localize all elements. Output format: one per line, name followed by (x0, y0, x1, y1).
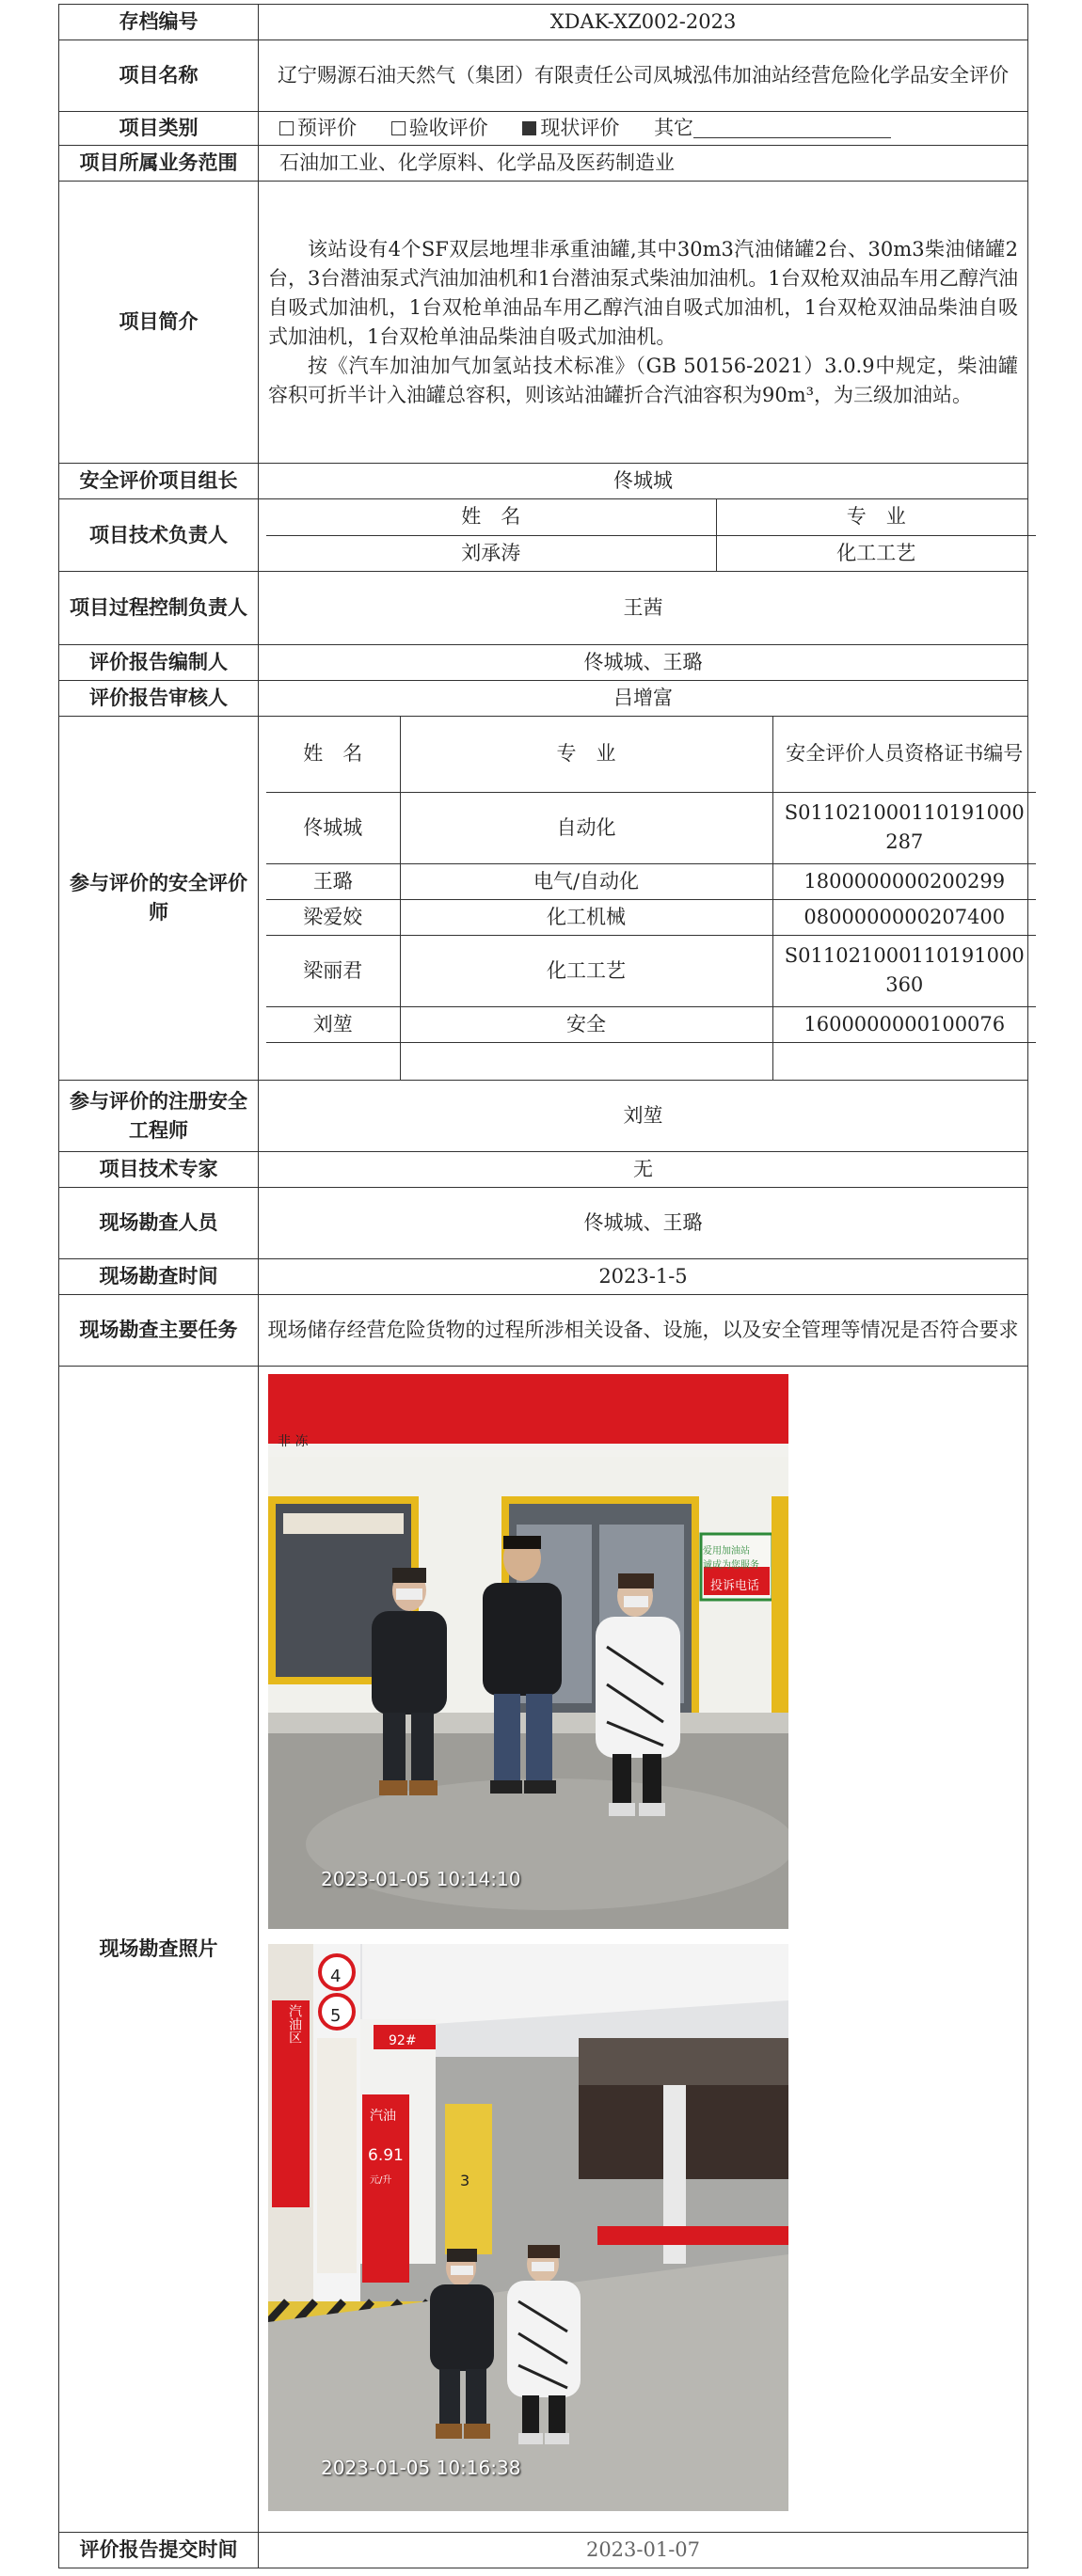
assessor-cert: S011021000110191000287 (772, 792, 1036, 863)
row-reviewer (59, 681, 1028, 717)
tech-lead-major-header: 专 业 (716, 499, 1036, 535)
surveyors-value: 佟城城、王璐 (259, 1188, 1028, 1259)
project-name-label: 项目名称 (59, 40, 259, 112)
tech-lead-label: 项目技术负责人 (59, 499, 259, 572)
project-type-label: 项目类别 (59, 112, 259, 146)
option-label: 验收评价 (408, 117, 488, 139)
photo2-price-unit: 元/升 (370, 2175, 392, 2186)
intro-paragraph-2: 按《汽车加油加气加氢站技术标准》（GB 50156-2021）3.0.9中规定，柴油罐容积可折半计入油罐总容积，则该站油罐折合汽油容积为90m³，为三级加油站。 (268, 354, 1018, 406)
row-business-scope (59, 146, 1028, 182)
assessor-major: 化工机械 (400, 899, 772, 935)
assessor-major: 安全 (400, 1006, 772, 1042)
option-status-eval[interactable] (522, 117, 619, 139)
team-leader-value: 佟城城 (259, 464, 1028, 499)
tech-lead-major: 化工工艺 (716, 535, 1036, 571)
project-name-value: 辽宁赐源石油天然气（集团）有限责任公司凤城泓伟加油站经营危险化学品安全评价 (259, 40, 1028, 112)
compiler-value: 佟城城、王璐 (259, 645, 1028, 681)
other-label: 其它 (654, 117, 694, 139)
site-photo-front (268, 1374, 788, 1929)
submit-time-label: 评价报告提交时间 (59, 2533, 259, 2568)
row-photos (59, 1367, 1028, 2533)
process-lead-label: 项目过程控制负责人 (59, 572, 259, 645)
row-project-name (59, 40, 1028, 112)
process-lead-value: 王茜 (259, 572, 1028, 645)
intro-paragraph-1: 该站设有4个SF双层地埋非承重油罐,其中30m3汽油储罐2台、30m3柴油储罐2台，3台潜油泵式汽油加油机和1台潜油泵式柴油加油机。1台双枪双油品车用乙醇汽油自吸式加油机，1台双枪单油品车用乙醇汽油自吸式加油机，1台双枪双油品柴油自吸式加油机，1台双枪单油品柴油自吸式加油机。 (268, 237, 1018, 348)
assessor-major: 自动化 (400, 792, 772, 863)
photos-cell (259, 1367, 1028, 2533)
row-assessors (59, 717, 1028, 1081)
assessor-row (266, 899, 1036, 935)
tech-lead-header-row (266, 499, 1036, 535)
option-label: 预评价 (297, 117, 357, 139)
assessor-name: 佟城城 (266, 792, 400, 863)
team-leader-label: 安全评价项目组长 (59, 464, 259, 499)
photo1-board-main: 投诉电话 (710, 1579, 760, 1593)
row-survey-task (59, 1295, 1028, 1367)
row-tech-lead (59, 499, 1028, 572)
assessor-cert (772, 1042, 1036, 1080)
tech-lead-table (266, 499, 1036, 571)
assessor-name: 梁丽君 (266, 935, 400, 1006)
assessor-cert: S011021000110191000360 (772, 935, 1036, 1006)
row-submit-time (59, 2533, 1028, 2568)
row-expert (59, 1152, 1028, 1188)
archive-no-value: XDAK-XZ002-2023 (259, 5, 1028, 40)
photo2-pillar-mid: 5 (330, 2006, 342, 2026)
assessor-cert-header: 安全评价人员资格证书编号 (772, 717, 1036, 792)
row-intro (59, 182, 1028, 464)
assessor-major: 化工工艺 (400, 935, 772, 1006)
assessor-name-header: 姓 名 (266, 717, 400, 792)
assessor-cert: 1800000000200299 (772, 863, 1036, 899)
option-label: 现状评价 (540, 117, 620, 139)
photo2-price-board: 汽油 (370, 2109, 396, 2124)
business-scope-value: 石油加工业、化学原料、化学品及医药制造业 (259, 146, 1028, 182)
option-acceptance-eval[interactable] (391, 117, 488, 139)
photo-scene (268, 1944, 788, 2511)
survey-task-value: 现场储存经营危险货物的过程所涉相关设备、设施，以及安全管理等情况是否符合要求 (259, 1295, 1028, 1367)
assessors-label: 参与评价的安全评价师 (59, 717, 259, 1081)
assessor-name (266, 1042, 400, 1080)
row-surveyors (59, 1188, 1028, 1259)
survey-task-label: 现场勘查主要任务 (59, 1295, 259, 1367)
assessor-name: 刘堃 (266, 1006, 400, 1042)
photo2-pillar-top: 4 (330, 1967, 342, 1986)
assessors-header-row (266, 717, 1036, 792)
option-pre-eval[interactable] (279, 117, 357, 139)
expert-label: 项目技术专家 (59, 1152, 259, 1188)
tech-lead-name-header: 姓 名 (266, 499, 716, 535)
checkbox-icon (279, 121, 294, 135)
photo1-board-sub: 诚成为您服务 (703, 1560, 759, 1571)
row-reg-engineer (59, 1081, 1028, 1152)
assessors-cell (259, 717, 1028, 1081)
row-process-lead (59, 572, 1028, 645)
assessor-name: 梁爱姣 (266, 899, 400, 935)
reviewer-label: 评价报告审核人 (59, 681, 259, 717)
assessor-cert: 1600000000100076 (772, 1006, 1036, 1042)
assessor-cert: 0800000000207400 (772, 899, 1036, 935)
compiler-label: 评价报告编制人 (59, 645, 259, 681)
row-survey-time (59, 1259, 1028, 1295)
photo1-board-title: 爱用加油站 (703, 1546, 750, 1557)
archive-table (58, 4, 1028, 2568)
assessor-row (266, 863, 1036, 899)
tech-lead-cell (259, 499, 1028, 572)
photo2-pole-sign: 汽油区 (287, 2004, 302, 2044)
tech-lead-name: 刘承涛 (266, 535, 716, 571)
assessor-major (400, 1042, 772, 1080)
reg-engineer-value: 刘堃 (259, 1081, 1028, 1152)
assessor-row (266, 935, 1036, 1006)
assessor-row (266, 1006, 1036, 1042)
row-team-leader (59, 464, 1028, 499)
row-compiler (59, 645, 1028, 681)
site-photo-forecourt (268, 1944, 788, 2511)
photos-label: 现场勘查照片 (59, 1367, 259, 2533)
project-type-options (259, 112, 1028, 146)
assessor-row-empty (266, 1042, 1036, 1080)
intro-label: 项目简介 (59, 182, 259, 464)
checkbox-icon (391, 121, 406, 135)
report-sheet (58, 4, 1027, 2568)
survey-time-label: 现场勘查时间 (59, 1259, 259, 1295)
photo2-pump-no: 3 (460, 2172, 470, 2189)
assessor-row (266, 792, 1036, 863)
photo-scene (268, 1374, 788, 1929)
tech-lead-value-row (266, 535, 1036, 571)
archive-no-label: 存档编号 (59, 5, 259, 40)
expert-value: 无 (259, 1152, 1028, 1188)
survey-time-value: 2023-1-5 (259, 1259, 1028, 1295)
photo1-timestamp: 2023-01-05 10:14:10 (321, 1868, 521, 1890)
photo2-canopy-sign: 92# (389, 2033, 417, 2048)
business-scope-label: 项目所属业务范围 (59, 146, 259, 182)
reviewer-value: 吕增富 (259, 681, 1028, 717)
assessor-major: 电气/自动化 (400, 863, 772, 899)
photo2-price: 6.91 (368, 2146, 404, 2165)
intro-body (259, 182, 1028, 464)
submit-time-value: 2023-01-07 (259, 2533, 1028, 2568)
option-other (654, 117, 891, 139)
reg-engineer-label: 参与评价的注册安全工程师 (59, 1081, 259, 1152)
row-project-type (59, 112, 1028, 146)
surveyors-label: 现场勘查人员 (59, 1188, 259, 1259)
other-blank-line (693, 119, 891, 138)
assessors-table (266, 717, 1036, 1080)
photo1-window-sign: 非 冻 (278, 1434, 309, 1449)
row-archive-no (59, 5, 1028, 40)
assessor-major-header: 专 业 (400, 717, 772, 792)
checkbox-checked-icon (522, 121, 536, 135)
assessor-name: 王璐 (266, 863, 400, 899)
photo2-timestamp: 2023-01-05 10:16:38 (321, 2457, 521, 2479)
